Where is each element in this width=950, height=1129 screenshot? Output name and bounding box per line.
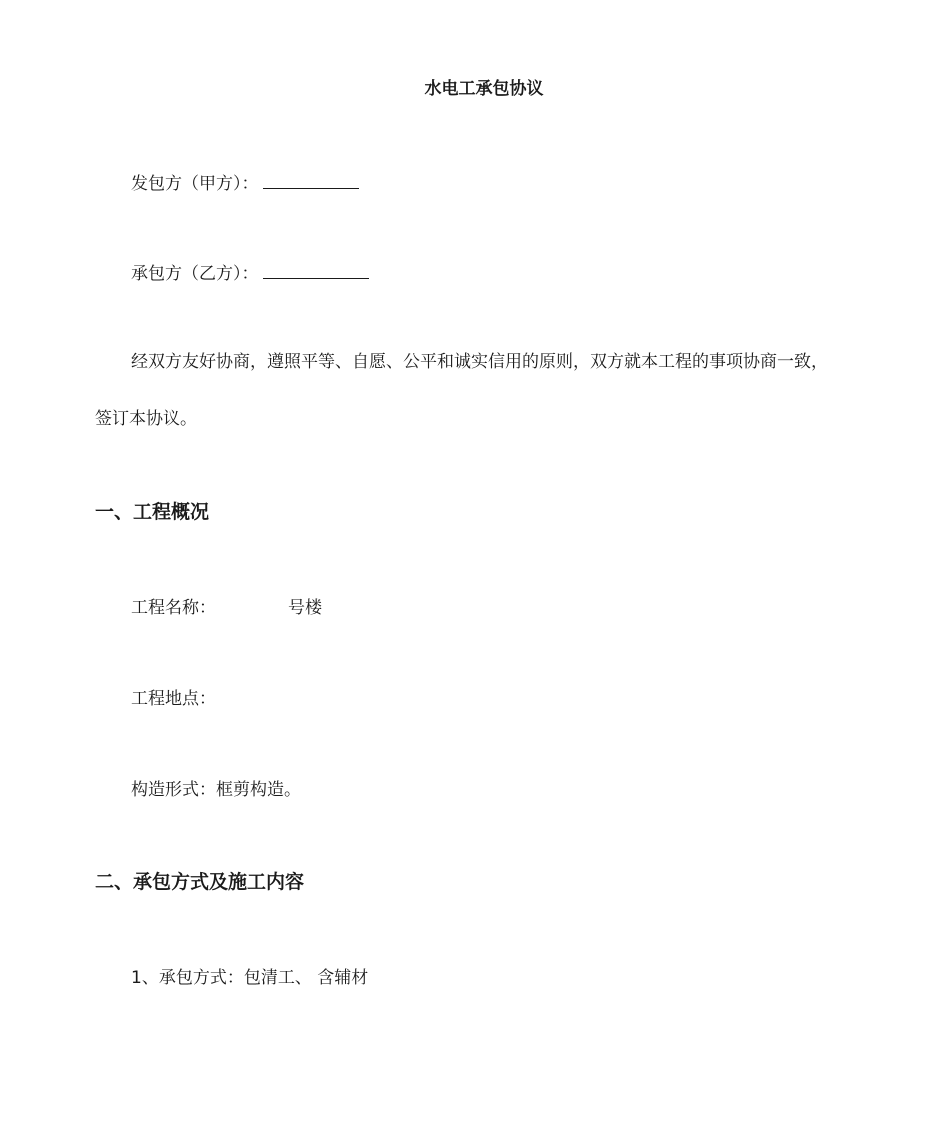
section-heading-1: 一、工程概况 (95, 501, 210, 523)
intro-paragraph-line2: 签订本协议。 (95, 409, 197, 429)
structure-line (131, 779, 301, 801)
project-location-label: 工程地点： (131, 689, 216, 709)
intro-paragraph-line1: 经双方友好协商，遵照平等、自愿、公平和诚实信用的原则，双方就本工程的事项协商一致， (131, 352, 828, 372)
document-title: 水电工承包协议 (424, 79, 544, 99)
project-location-line (131, 688, 216, 710)
structure-label: 构造形式： (131, 780, 216, 800)
project-name-value: 号楼 (288, 598, 322, 618)
project-name-line (131, 597, 322, 619)
party-b-blank[interactable] (263, 260, 369, 279)
party-b-label: 承包方（乙方）： (131, 264, 259, 284)
contract-method-label: 1、承包方式： (131, 968, 244, 988)
structure-value: 框剪构造。 (216, 780, 301, 800)
section-heading-2: 二、承包方式及施工内容 (95, 871, 305, 893)
project-name-label: 工程名称： (131, 598, 216, 618)
party-a-blank[interactable] (263, 170, 359, 189)
party-a-line (131, 170, 359, 195)
contract-method-line (131, 967, 368, 989)
contract-method-value: 包清工、 含辅材 (243, 968, 369, 988)
party-a-label: 发包方（甲方）： (131, 174, 259, 194)
party-b-line (131, 260, 369, 285)
